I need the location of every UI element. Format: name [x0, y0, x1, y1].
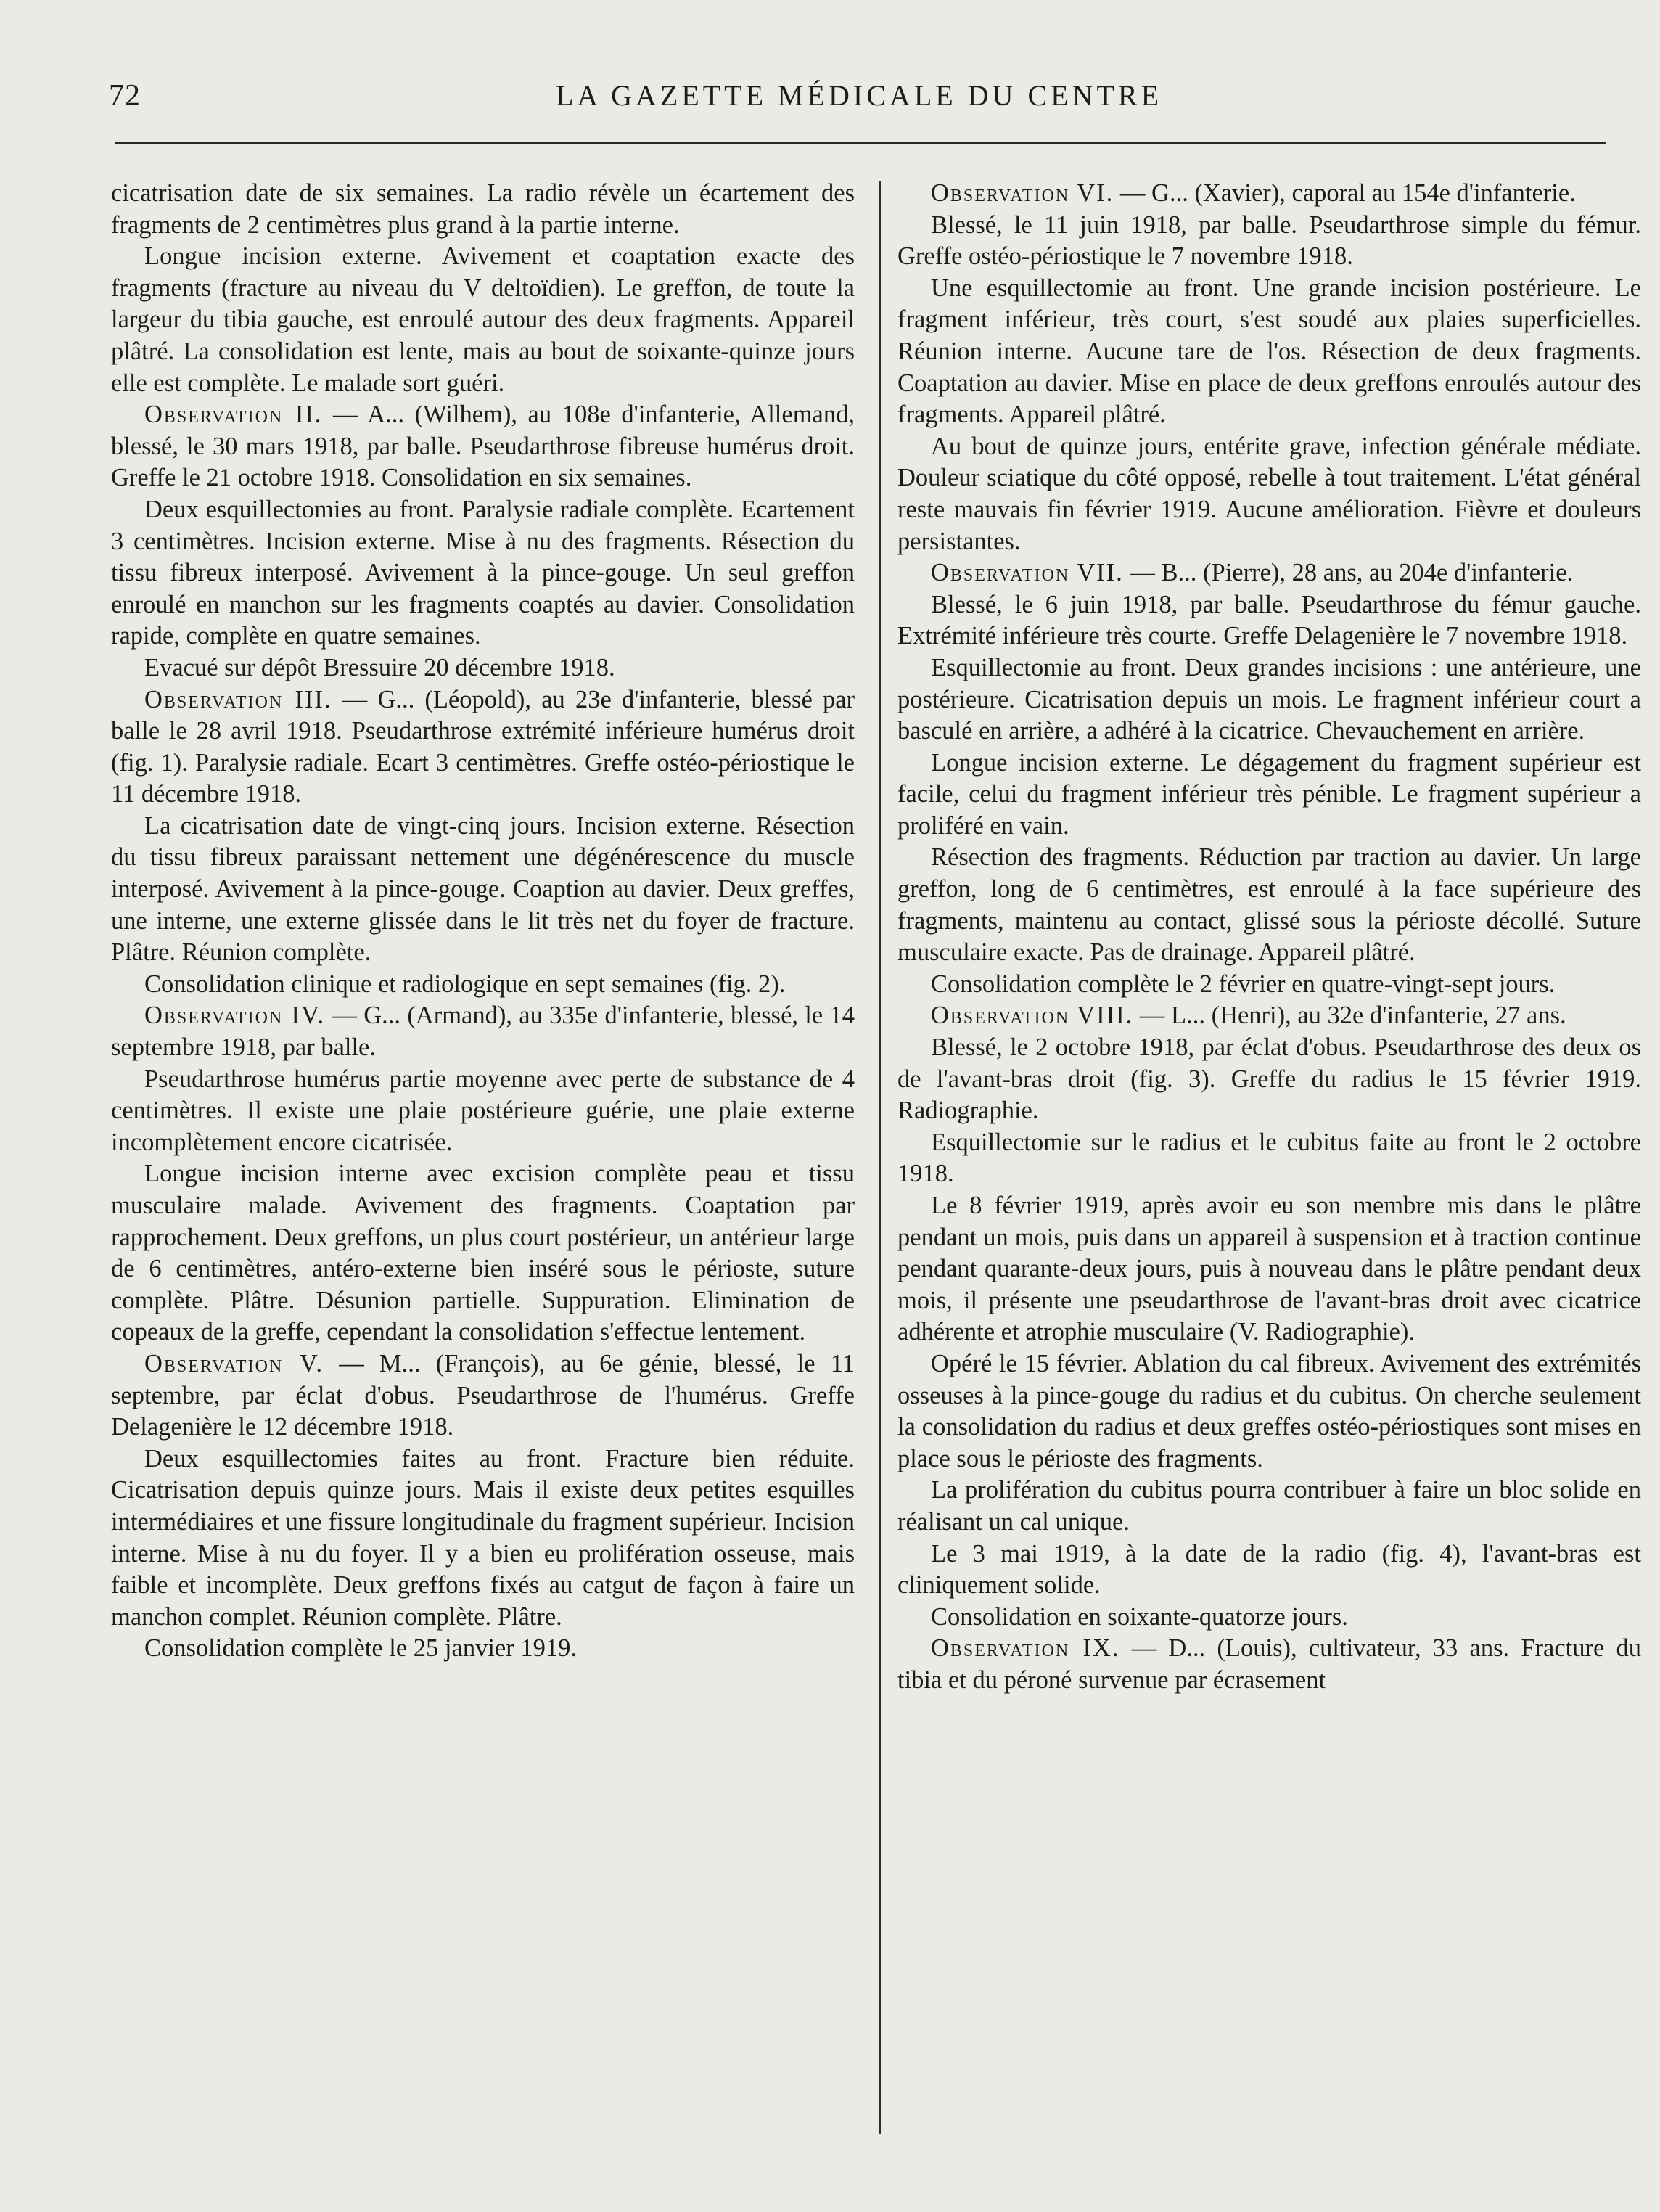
observation-paragraph — [111, 1000, 855, 1063]
observation-paragraph — [111, 1348, 855, 1443]
paragraph-text: — L... (Henri), au 32e d'infanterie, 27 ans. — [1139, 1001, 1566, 1030]
paragraph — [897, 1032, 1641, 1127]
paragraph — [897, 1127, 1641, 1190]
paragraph-text: Esquillectomie au front. Deux grandes incisions : une antérieure, une postérieure. Cicatrisation depuis un mois. Le fragment inférieur court a basculé en arrière, a adhéré à la cicatrice. Chevauchement en arrière. — [897, 653, 1641, 745]
paragraph — [897, 273, 1641, 431]
observation-paragraph — [111, 399, 855, 494]
paragraph-text: Le 3 mai 1919, à la date de la radio (fig. 4), l'avant-bras est cliniquement solide. — [897, 1539, 1641, 1599]
paragraph — [897, 1539, 1641, 1602]
observation-paragraph — [897, 178, 1641, 210]
paragraph-text: — M... (François), au 6e génie, blessé, le 11 septembre, par éclat d'obus. Pseudarthrose de l'humérus. Greffe Delagenière le 12 décembre 1918. — [111, 1349, 855, 1441]
paragraph-text: — G... (Léopold), au 23e d'infanterie, blessé par balle le 28 avril 1918. Pseudarthrose extrémité inférieure humérus droit (fig. 1). Paralysie radiale. Ecart 3 centimètres. Greffe ostéo-périostique le 11 décembre 1918. — [111, 685, 855, 808]
paragraph-text: Deux esquillectomies au front. Paralysie radiale complète. Ecartement 3 centimètres. Incision externe. Mise à nu des fragments. Résection du tissu fibreux interposé. Avivement à la pince-gouge. Un seul greffon enroulé en manchon sur les fragments coaptés au davier. Consolidation rapide, complète en quatre semaines. — [111, 495, 855, 650]
observation-label: Observation VI. — [931, 179, 1114, 207]
paragraph-text: La prolifération du cubitus pourra contribuer à faire un bloc solide en réalisant un cal unique. — [897, 1476, 1641, 1536]
paragraph-text: Consolidation complète le 25 janvier 1919. — [144, 1634, 577, 1663]
paragraph-text: Deux esquillectomies faites au front. Fracture bien réduite. Cicatrisation depuis quinze jours. Mais il existe deux petites esquilles intermédiaires et une fissure longitudinale du fragment supérieur. Incision interne. Mise à nu du foyer. Il y a bien eu prolifération osseuse, mais faible et incomplète. Deux greffons fixés au catgut de façon à faire un manchon complet. Réunion complète. Plâtre. — [111, 1444, 855, 1631]
paragraph-text: Consolidation complète le 2 février en quatre-vingt-sept jours. — [931, 970, 1556, 998]
page-number: 72 — [109, 79, 141, 112]
observation-label: Observation IV. — [144, 1001, 326, 1030]
paragraph — [897, 969, 1641, 1001]
observation-label: Observation VII. — [931, 559, 1124, 587]
paragraph — [897, 589, 1641, 652]
paragraph-text: cicatrisation date de six semaines. La radio révèle un écartement des fragments de 2 centimètres plus grand à la partie interne. — [111, 179, 855, 239]
paragraph-text: — D... (Louis), cultivateur, 33 ans. Fracture du tibia et du péroné survenue par écrasement — [897, 1634, 1642, 1694]
observation-paragraph — [897, 1633, 1641, 1696]
journal-title: LA GAZETTE MÉDICALE DU CENTRE — [555, 79, 1162, 112]
paragraph-text: Blessé, le 11 juin 1918, par balle. Pseudarthrose simple du fémur. Greffe ostéo-périostique le 7 novembre 1918. — [897, 210, 1641, 271]
observation-paragraph — [897, 1000, 1641, 1032]
paragraph — [111, 241, 855, 399]
paragraph — [111, 969, 855, 1001]
paragraph — [111, 1064, 855, 1159]
paragraph — [897, 842, 1641, 968]
paragraph — [897, 431, 1641, 557]
paragraph — [897, 652, 1641, 747]
paragraph-text: — G... (Armand), au 335e d'infanterie, blessé, le 14 septembre 1918, par balle. — [111, 1001, 855, 1062]
paragraph — [111, 494, 855, 652]
header-rule — [115, 142, 1606, 144]
paragraph — [111, 1633, 855, 1665]
observation-label: Observation III. — [144, 685, 332, 713]
paragraph-text: Opéré le 15 février. Ablation du cal fibreux. Avivement des extrémités osseuses à la pince-gouge du radius et du cubitus. On cherche seulement la consolidation du radius et deux greffes ostéo-périostiques sont mises en place sous le périoste des fragments. — [897, 1349, 1641, 1472]
paragraph-text: Longue incision interne avec excision complète peau et tissu musculaire malade. Avivement des fragments. Coaptation par rapprochement. Deux greffons, un plus court postérieur, un antérieur large de 6 centimètres, antéro-externe bien inséré sous le périoste, suture complète. Plâtre. Désunion partielle. Suppuration. Elimination de copeaux de la greffe, cependant la consolidation s'effectue lentement. — [111, 1160, 855, 1346]
paragraph — [897, 747, 1641, 843]
paragraph-text: La cicatrisation date de vingt-cinq jours. Incision externe. Résection du tissu fibreux paraissant nettement une dégénérescence du muscle interposé. Avivement à la pince-gouge. Coaption au davier. Deux greffes, une interne, une externe glissée dans le lit très net du foyer de fracture. Plâtre. Réunion complète. — [111, 811, 855, 967]
paragraph-text: Longue incision externe. Le dégagement du fragment supérieur est facile, celui du fragment inférieur très pénible. Le fragment supérieur a proliféré en vain. — [897, 748, 1641, 840]
observation-label: Observation IX. — [931, 1634, 1120, 1663]
paragraph — [111, 1443, 855, 1634]
paragraph-text: Le 8 février 1919, après avoir eu son membre mis dans le plâtre pendant un mois, puis dans un appareil à suspension et à traction continue pendant quarante-deux jours, puis à nouveau dans le plâtre pendant deux mois, il présente une pseudarthrose de l'avant-bras droit avec cicatrice adhérente et atrophie musculaire (V. Radiographie). — [897, 1192, 1641, 1346]
paragraph — [111, 811, 855, 969]
running-head — [109, 78, 1609, 122]
observation-label: Observation II. — [144, 401, 323, 429]
right-column — [897, 178, 1641, 1697]
paragraph-text: — G... (Xavier), caporal au 154e d'infanterie. — [1119, 179, 1576, 207]
paragraph-text: — A... (Wilhem), au 108e d'infanterie, Allemand, blessé, le 30 mars 1918, par balle. Pseudarthrose fibreuse humérus droit. Greffe le 21 octobre 1918. Consolidation en six semaines. — [111, 401, 855, 492]
observation-label: Observation V. — [144, 1349, 324, 1377]
paragraph — [111, 1158, 855, 1348]
paragraph-text: Blessé, le 6 juin 1918, par balle. Pseudarthrose du fémur gauche. Extrémité inférieure très courte. Greffe Delagenière le 7 novembre 1918. — [897, 590, 1641, 650]
observation-paragraph — [111, 684, 855, 811]
paragraph — [897, 1348, 1641, 1475]
observation-paragraph — [897, 557, 1641, 589]
paragraph — [111, 652, 855, 684]
paragraph — [897, 210, 1641, 273]
paragraph-text: Evacué sur dépôt Bressuire 20 décembre 1918. — [144, 653, 615, 681]
paragraph — [897, 1475, 1641, 1538]
paragraph-text: Pseudarthrose humérus partie moyenne avec perte de substance de 4 centimètres. Il existe une plaie postérieure guérie, une plaie externe incomplètement encore cicatrisée. — [111, 1065, 855, 1156]
paragraph-text: Blessé, le 2 octobre 1918, par éclat d'obus. Pseudarthrose des deux os de l'avant-bras droit (fig. 3). Greffe du radius le 15 février 1919. Radiographie. — [897, 1033, 1641, 1125]
paragraph — [897, 1190, 1641, 1348]
paragraph — [111, 178, 855, 241]
paragraph-text: Au bout de quinze jours, entérite grave, infection générale médiate. Douleur sciatique du côté opposé, rebelle à tout traitement. L'état général reste mauvais fin février 1919. Aucune amélioration. Fièvre et douleurs persistantes. — [897, 432, 1641, 555]
paragraph-text: Consolidation clinique et radiologique en sept semaines (fig. 2). — [144, 970, 786, 998]
left-column — [111, 178, 855, 1665]
paragraph-text: Consolidation en soixante-quatorze jours. — [931, 1602, 1348, 1631]
paragraph-text: — B... (Pierre), 28 ans, au 204e d'infanterie. — [1130, 559, 1574, 587]
column-divider — [879, 181, 881, 2134]
paragraph-text: Longue incision externe. Avivement et coaptation exacte des fragments (fracture au niveau du V deltoïdien). Le greffon, de toute la largeur du tibia gauche, est enroulé autour des deux fragments. Appareil plâtré. La consolidation est lente, mais au bout de soixante-quinze jours elle est complète. Le malade sort guéri. — [111, 242, 855, 397]
observation-label: Observation VIII. — [931, 1001, 1134, 1030]
paragraph-text: Une esquillectomie au front. Une grande incision postérieure. Le fragment inférieur, très court, s'est soudé aux plaies superficielles. Réunion interne. Aucune tare de l'os. Résection de deux fragments. Coaptation au davier. Mise en place de deux greffons enroulés autour des fragments. Appareil plâtré. — [897, 274, 1641, 429]
paragraph — [897, 1602, 1641, 1634]
paragraph-text: Résection des fragments. Réduction par traction au davier. Un large greffon, long de 6 centimètres, est enroulé à la face supérieure des fragments, maintenu au contact, glissé sous la périoste décollé. Suture musculaire exacte. Pas de drainage. Appareil plâtré. — [897, 843, 1641, 967]
paragraph-text: Esquillectomie sur le radius et le cubitus faite au front le 2 octobre 1918. — [897, 1128, 1641, 1188]
